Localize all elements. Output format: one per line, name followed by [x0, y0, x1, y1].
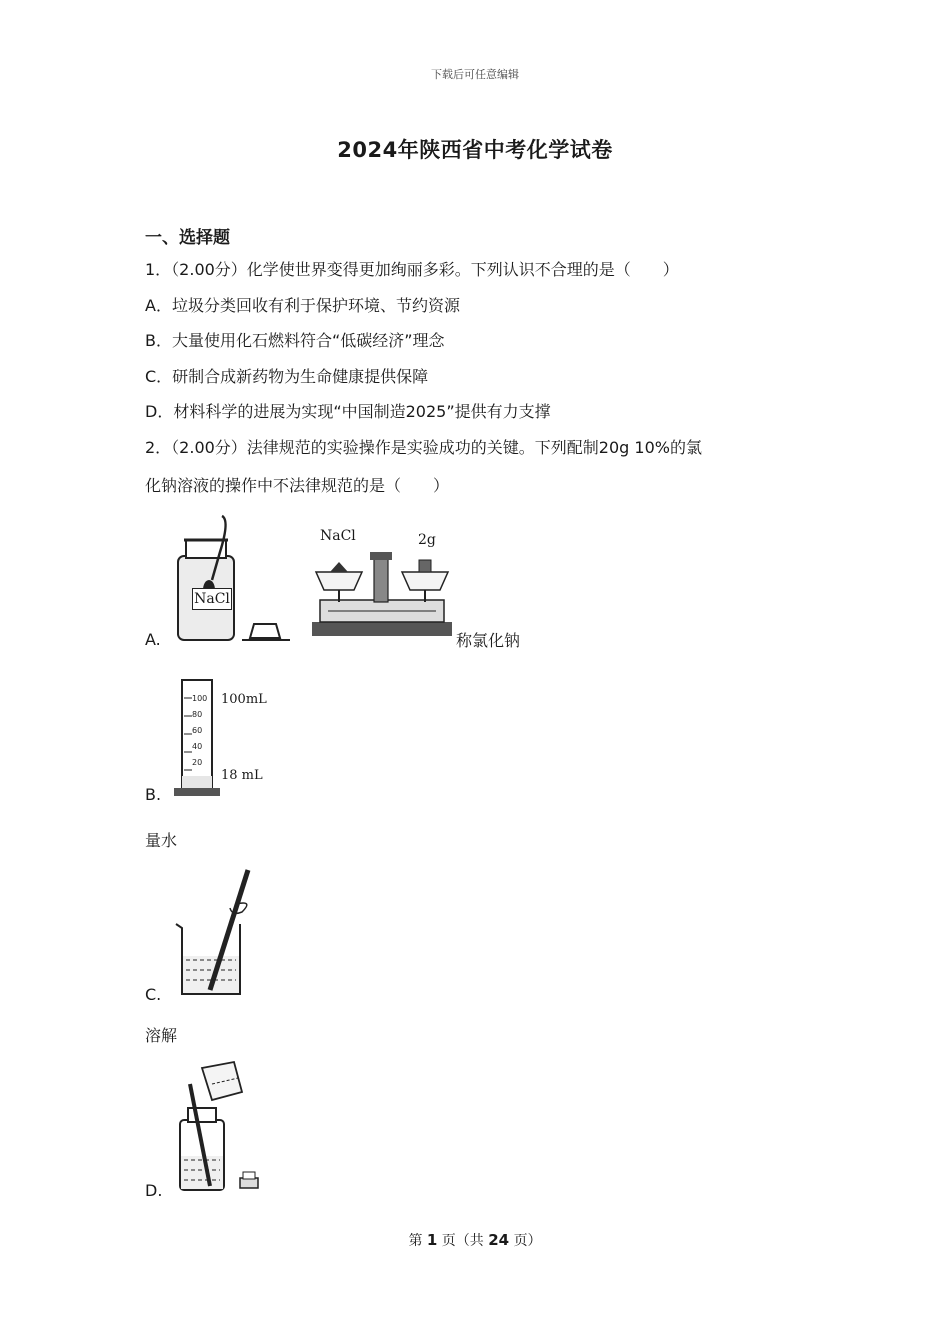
footer-prefix: 第 [408, 1233, 423, 1249]
q2-option-c-letter: C. [145, 985, 162, 1004]
option-c-caption: 溶解 [145, 1026, 178, 1045]
page-footer [0, 1230, 950, 1250]
cylinder-capacity-label: 100mL [221, 692, 267, 707]
q2-option-d-letter: D. [145, 1181, 163, 1200]
scale-100: 100 [192, 694, 208, 703]
header-note: 下载后可任意编辑 [431, 68, 519, 81]
footer-page-number: 1 [426, 1231, 438, 1249]
scale-80: 80 [192, 710, 203, 719]
q1-option-a: A．垃圾分类回收有利于保护环境、节约资源 [145, 296, 460, 315]
q2-stem-line1: 2．（2.00分）法律规范的实验操作是实验成功的关键。下列配制20g 10%的氯 [145, 438, 702, 457]
q2-stem-line2: 化钠溶液的操作中不法律规范的是（ ） [145, 476, 450, 495]
cylinder-level-label: 18 mL [221, 768, 263, 783]
scale-60: 60 [192, 726, 203, 735]
q1-option-c: C．研制合成新药物为生命健康提供保障 [145, 367, 429, 386]
q1-option-d: D．材料科学的进展为实现“中国制造2025”提供有力支撑 [145, 402, 551, 421]
weighing-figure [170, 512, 455, 647]
cylinder-scale [192, 691, 207, 771]
page-title: 2024年陕西省中考化学试卷 [337, 138, 613, 162]
scale-40: 40 [192, 742, 203, 751]
footer-suffix: 页） [513, 1233, 542, 1249]
section-heading: 一、选择题 [145, 228, 230, 248]
option-a-caption: 称氯化钠 [456, 631, 521, 650]
nacl-jar-label: NaCl [192, 588, 232, 610]
q1-option-b: B．大量使用化石燃料符合“低碳经济”理念 [145, 331, 445, 350]
q1-stem: 1．（2.00分）化学使世界变得更加绚丽多彩。下列认识不合理的是（ ） [145, 260, 679, 279]
option-b-caption: 量水 [145, 831, 178, 850]
transfer-to-bottle-figure [172, 1060, 262, 1194]
nacl-pan-label: NaCl [320, 528, 356, 544]
q2-option-a-letter: A. [145, 630, 161, 649]
footer-total-pages: 24 [488, 1231, 510, 1249]
footer-middle: 页（共 [441, 1233, 484, 1249]
beaker-stirring-figure [172, 866, 252, 998]
weight-label: 2g [418, 532, 436, 548]
q2-option-b-letter: B. [145, 785, 162, 804]
scale-20: 20 [192, 758, 203, 767]
